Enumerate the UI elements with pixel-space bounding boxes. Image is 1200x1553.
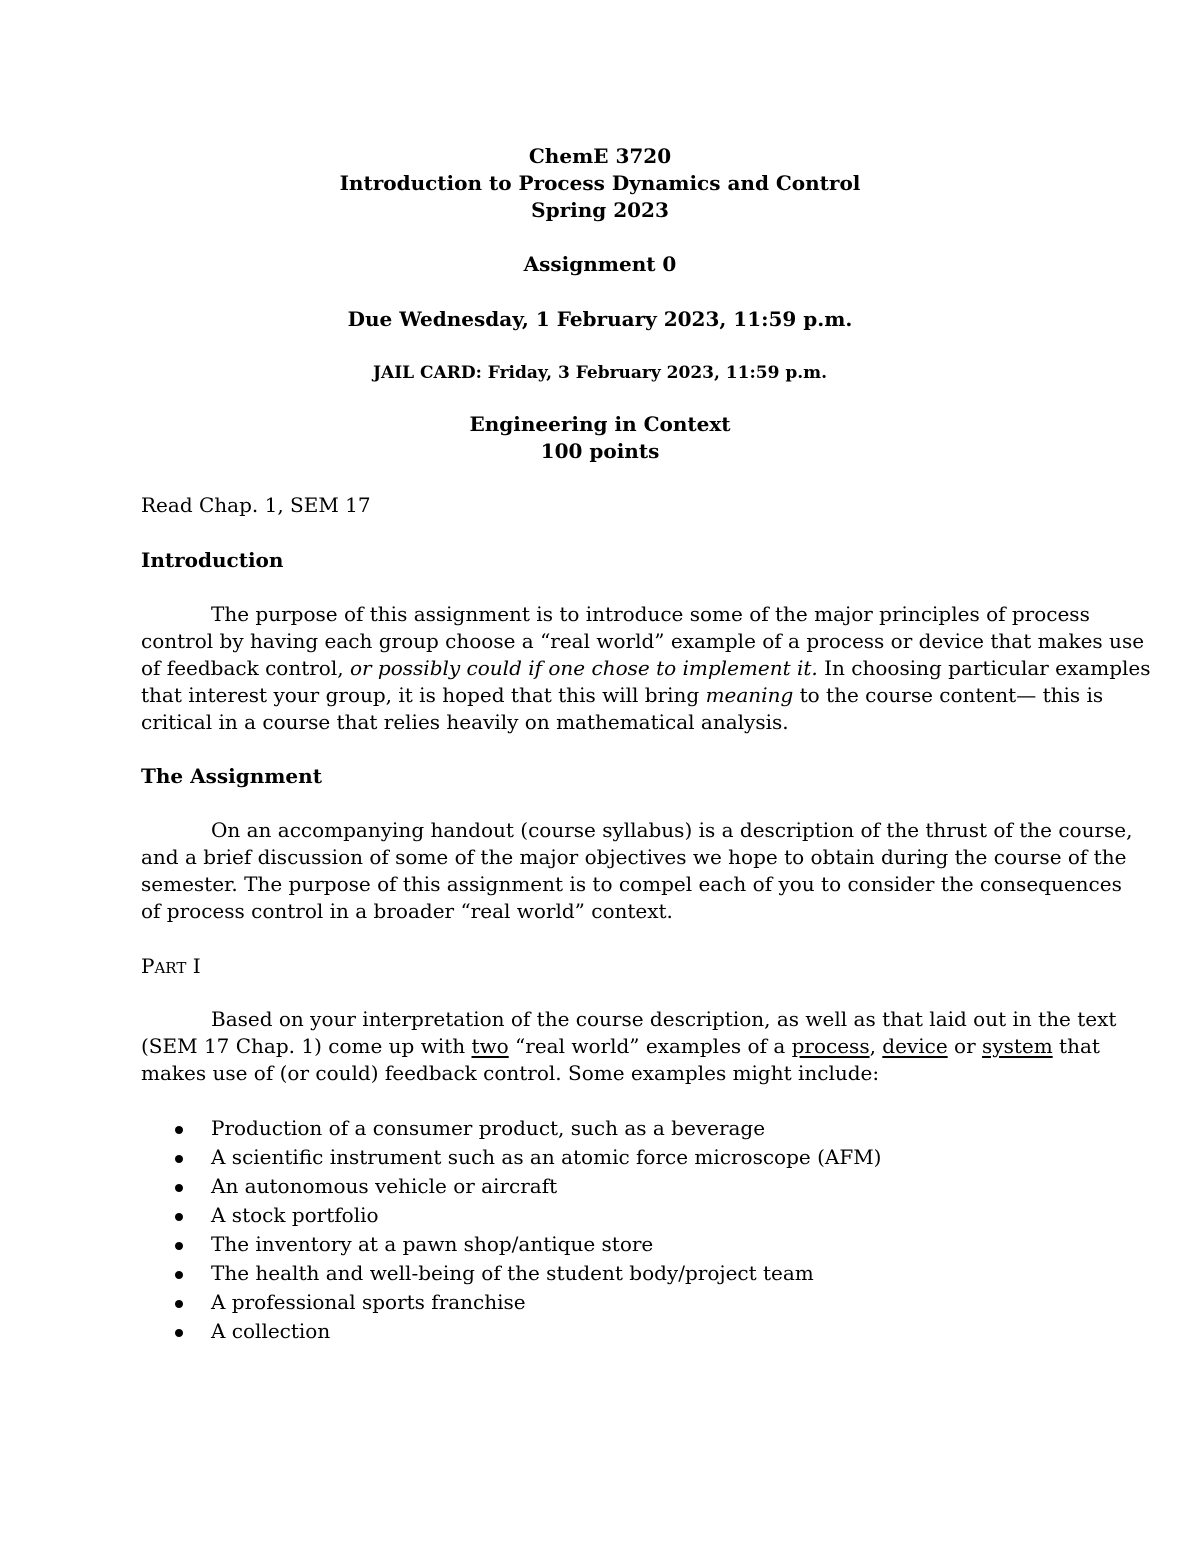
list-item-text: A professional sports franchise bbox=[211, 1290, 526, 1314]
list-item-text: Production of a consumer product, such as a beverage bbox=[211, 1116, 766, 1140]
jail-card-date: JAIL CARD: Friday, 3 February 2023, 11:59 p.m. bbox=[372, 363, 828, 383]
list-item-text: The inventory at a pawn shop/antique store bbox=[211, 1232, 654, 1256]
list-item bbox=[0, 1288, 1200, 1317]
intro-line-3-post: In choosing particular examples bbox=[817, 656, 1151, 680]
part-heading-number: I bbox=[186, 954, 201, 978]
course-code: ChemE 3720 bbox=[528, 144, 672, 168]
bullet-icon bbox=[175, 1184, 183, 1192]
part-one-line-2-e: that bbox=[1052, 1034, 1100, 1058]
emphasis-system: system bbox=[982, 1034, 1053, 1058]
bullet-icon bbox=[175, 1213, 183, 1221]
assignment-title: Assignment 0 bbox=[523, 252, 677, 276]
list-item-text: A stock portfolio bbox=[211, 1203, 379, 1227]
reading-assignment: Read Chap. 1, SEM 17 bbox=[141, 493, 371, 517]
intro-line-5: critical in a course that relies heavily on mathematical analysis. bbox=[141, 710, 789, 734]
list-item-text: A collection bbox=[211, 1319, 331, 1343]
part-one-line-2-a: (SEM 17 Chap. 1) come up with bbox=[141, 1034, 472, 1058]
introduction-heading: Introduction bbox=[141, 548, 284, 572]
assignment-line-2: and a brief discussion of some of the major objectives we hope to obtain during the course of the bbox=[141, 845, 1127, 869]
assignment-heading: The Assignment bbox=[141, 764, 322, 788]
intro-line-3 bbox=[141, 655, 1151, 682]
part-one-line-3: makes use of (or could) feedback control. Some examples might include: bbox=[141, 1061, 880, 1085]
list-item bbox=[0, 1114, 1200, 1143]
bullet-icon bbox=[175, 1155, 183, 1163]
part-one-line-2-b: “real world” examples of a bbox=[508, 1034, 792, 1058]
term: Spring 2023 bbox=[531, 198, 669, 222]
list-item bbox=[0, 1230, 1200, 1259]
list-item-text: The health and well-being of the student body/project team bbox=[211, 1261, 814, 1285]
list-item-text: An autonomous vehicle or aircraft bbox=[211, 1174, 558, 1198]
intro-line-4-pre: that interest your group, it is hoped that this will bring bbox=[141, 683, 706, 707]
intro-line-2: control by having each group choose a “real world” example of a process or device that makes use bbox=[141, 629, 1145, 653]
assignment-line-3: semester. The purpose of this assignment is to compel each of you to consider the consequences bbox=[141, 872, 1122, 896]
list-item bbox=[0, 1317, 1200, 1346]
intro-meaning-word: meaning bbox=[705, 683, 794, 707]
part-one-line-2 bbox=[141, 1033, 1100, 1060]
bullet-icon bbox=[175, 1271, 183, 1279]
assignment-line-4: of process control in a broader “real world” context. bbox=[141, 899, 673, 923]
list-item bbox=[0, 1172, 1200, 1201]
list-item-text: A scientific instrument such as an atomic force microscope (AFM) bbox=[211, 1145, 882, 1169]
bullet-icon bbox=[175, 1329, 183, 1337]
emphasis-process: process bbox=[791, 1034, 870, 1058]
bullet-icon bbox=[175, 1300, 183, 1308]
intro-line-3-pre: of feedback control, bbox=[141, 656, 350, 680]
bullet-icon bbox=[175, 1126, 183, 1134]
intro-line-1: The purpose of this assignment is to introduce some of the major principles of process bbox=[211, 602, 1090, 626]
intro-line-4-post: to the course content— this is bbox=[793, 683, 1104, 707]
part-one-line-2-c: , bbox=[869, 1034, 883, 1058]
part-one-heading bbox=[141, 953, 1061, 982]
emphasis-device: device bbox=[882, 1034, 948, 1058]
list-item bbox=[0, 1143, 1200, 1172]
list-item bbox=[0, 1259, 1200, 1288]
intro-line-4 bbox=[141, 682, 1104, 709]
list-item bbox=[0, 1201, 1200, 1230]
part-heading-rest: ART bbox=[154, 959, 187, 977]
topic-title: Engineering in Context bbox=[469, 412, 731, 436]
part-heading-initial: P bbox=[141, 954, 155, 978]
emphasis-two: two bbox=[471, 1034, 509, 1058]
course-title: Introduction to Process Dynamics and Control bbox=[339, 171, 861, 195]
part-one-line-2-d: or bbox=[947, 1034, 982, 1058]
assignment-line-1: On an accompanying handout (course syllabus) is a description of the thrust of the course, bbox=[211, 818, 1133, 842]
bullet-icon bbox=[175, 1242, 183, 1250]
due-date: Due Wednesday, 1 February 2023, 11:59 p.m. bbox=[347, 307, 853, 331]
points: 100 points bbox=[540, 439, 660, 463]
part-one-line-1: Based on your interpretation of the course description, as well as that laid out in the text bbox=[211, 1007, 1117, 1031]
intro-italic-phrase: or possibly could if one chose to implement it. bbox=[349, 656, 818, 680]
